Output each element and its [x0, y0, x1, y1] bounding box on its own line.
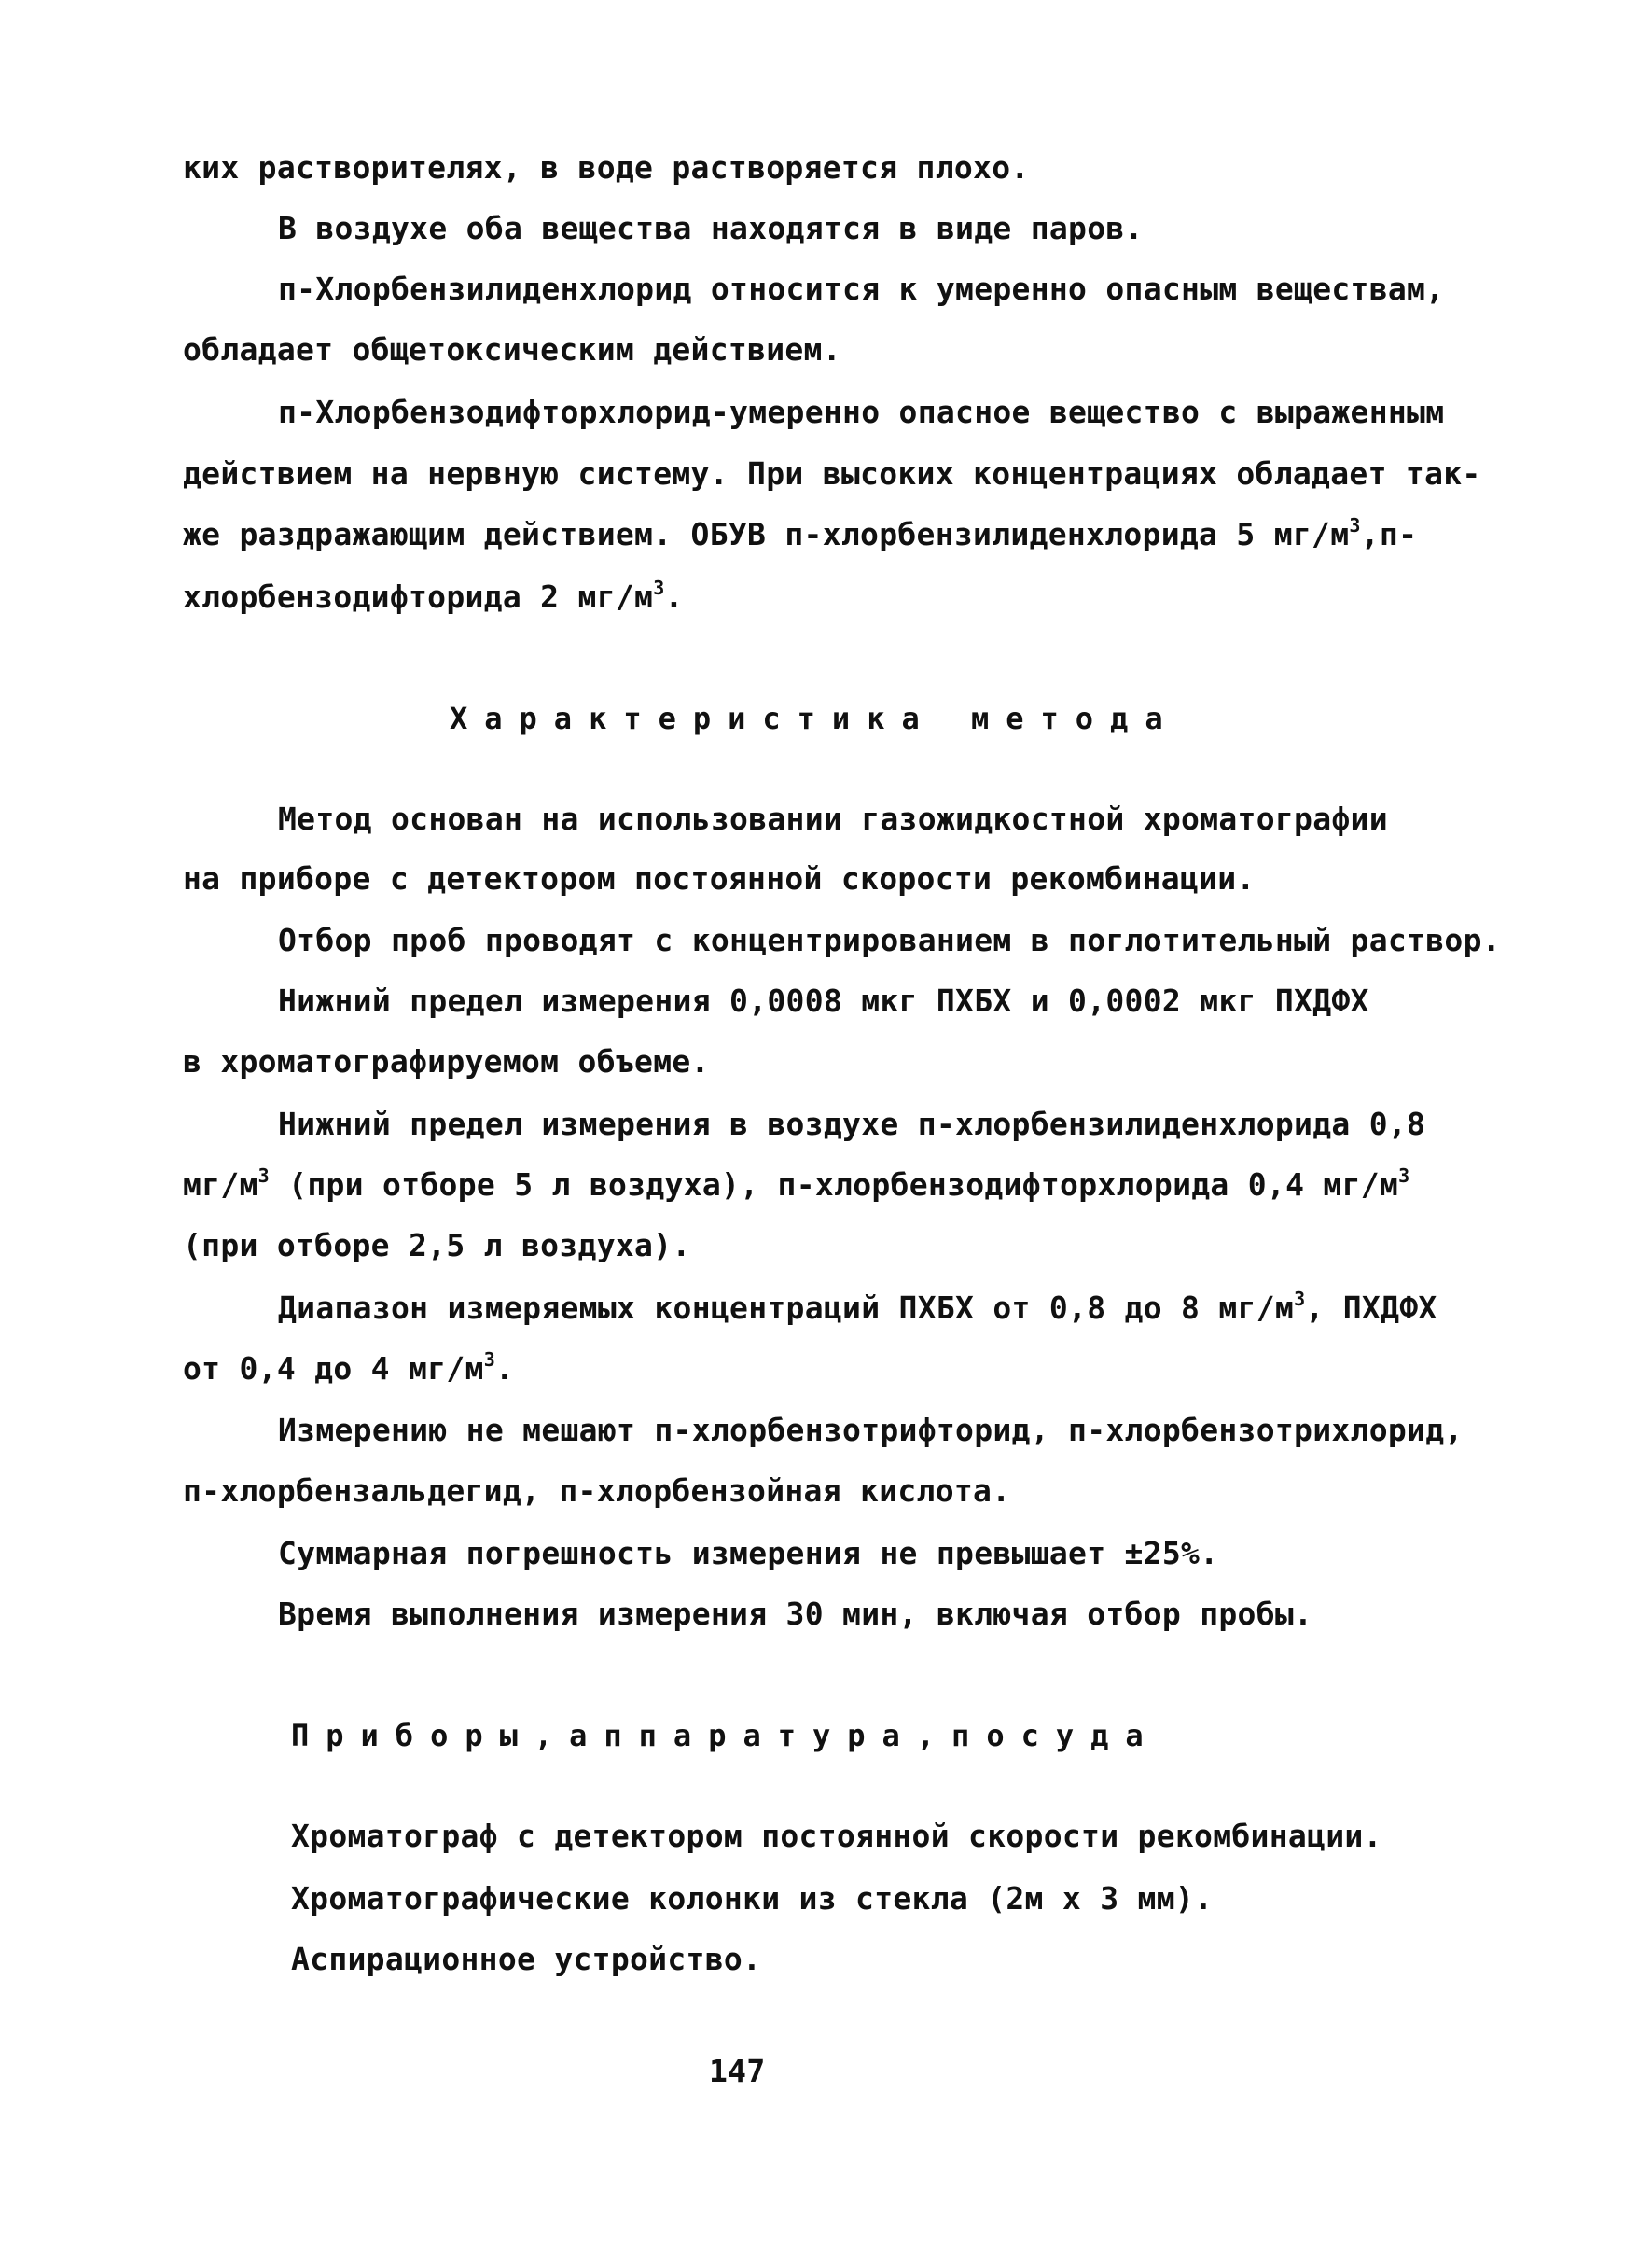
section-heading-equipment: Приборы,аппаратура,посуда	[291, 1718, 1160, 1753]
list-item: Хроматограф с детектором постоянной скорости рекомбинации.	[291, 1818, 1382, 1854]
text-run: ,п-	[1360, 516, 1418, 552]
text-line: Измерению не мешают п-хлорбензотрифторид, п-хлорбензотрихлорид,	[278, 1412, 1464, 1448]
text-line: Отбор проб проводят с концентрированием в поглотительный раствор.	[278, 922, 1501, 958]
superscript: 3	[653, 577, 665, 599]
text-line: п-Хлорбензодифторхлорид-умеренно опасное вещество с выраженным	[278, 394, 1445, 430]
text-run: мг/м	[183, 1166, 258, 1203]
list-item: Аспирационное устройство.	[291, 1941, 762, 1977]
superscript: 3	[257, 1164, 271, 1187]
text-line: В воздухе оба вещества находятся в виде паров.	[278, 210, 1144, 246]
text-line: ких растворителях, в воде растворяется плохо.	[183, 149, 1030, 186]
superscript: 3	[1398, 1164, 1410, 1187]
text-line: на приборе с детектором постоянной скорости рекомбинации.	[183, 860, 1256, 897]
text-line: Нижний предел измерения в воздухе п-хлорбензилиденхлорида 0,8	[278, 1106, 1426, 1142]
page-number: 147	[709, 2053, 766, 2089]
text-run: Диапазон измеряемых концентраций ПХБХ от 0,8 до 8 мг/м	[278, 1290, 1295, 1326]
text-run: от 0,4 до 4 мг/м	[183, 1350, 484, 1387]
text-run: (при отборе 5 л воздуха), п-хлорбензодифторхлорида 0,4 мг/м	[270, 1166, 1399, 1203]
text-line: Суммарная погрешность измерения не превышает ±25%.	[278, 1535, 1219, 1571]
text-line: действием на нервную систему. При высоких концентрациях обладает так-	[183, 455, 1481, 492]
text-run: , ПХДФХ	[1305, 1290, 1437, 1326]
text-line	[183, 1350, 514, 1387]
text-line	[278, 1290, 1437, 1327]
superscript: 3	[1349, 514, 1361, 537]
text-line	[183, 516, 1417, 553]
text-run: .	[664, 579, 684, 615]
text-run: .	[495, 1350, 515, 1387]
text-line: в хроматографируемом объеме.	[183, 1043, 710, 1080]
text-line: Нижний предел измерения 0,0008 мкг ПХБХ и 0,0002 мкг ПХДФХ	[278, 983, 1369, 1019]
text-run: хлорбензодифторида 2 мг/м	[183, 579, 654, 615]
section-heading-method: Характеристика метода	[450, 701, 1180, 736]
text-line: Метод основан на использовании газожидкостной хроматографии	[278, 801, 1388, 837]
text-line	[183, 1166, 1409, 1204]
text-line: п-Хлорбензилиденхлорид относится к умеренно опасным веществам,	[278, 271, 1445, 307]
text-line: обладает общетоксическим действием.	[183, 331, 841, 368]
text-line	[183, 579, 684, 616]
list-item: Хроматографические колонки из стекла (2м х 3 мм).	[291, 1880, 1214, 1917]
superscript: 3	[1294, 1288, 1306, 1310]
text-line: (при отборе 2,5 л воздуха).	[183, 1227, 691, 1263]
superscript: 3	[483, 1348, 496, 1371]
text-run: же раздражающим действием. ОБУВ п-хлорбензилиденхлорида 5 мг/м	[183, 516, 1350, 552]
text-line: Время выполнения измерения 30 мин, включая отбор пробы.	[278, 1596, 1313, 1632]
text-line: п-хлорбензальдегид, п-хлорбензойная кислота.	[183, 1472, 1011, 1509]
